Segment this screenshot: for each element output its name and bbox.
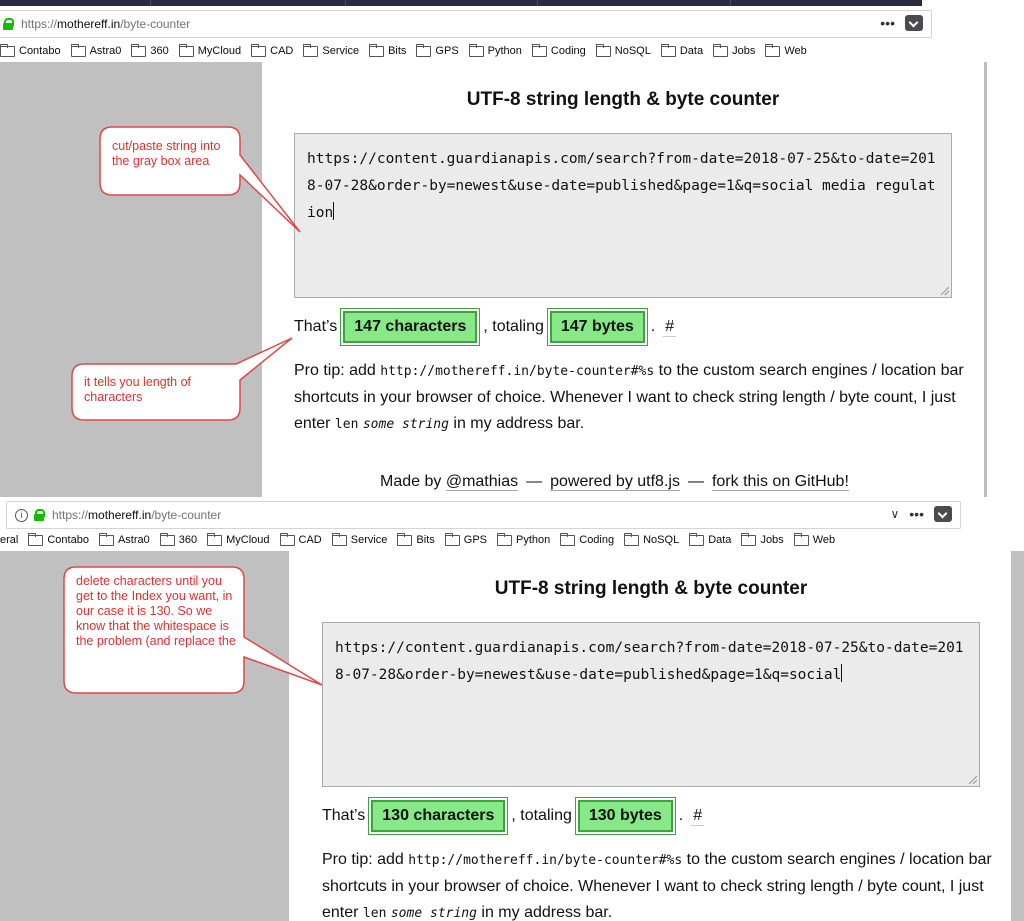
character-count-badge: 130 characters: [371, 800, 505, 832]
input-text: https://content.guardianapis.com/search?from-date=2018-07-25&to-date=2018-07-28&order-by=newest&use-date=published&page=1&q=social: [335, 640, 964, 683]
bookmark-label: Bits: [416, 534, 435, 546]
permalink-hash[interactable]: #: [665, 317, 675, 335]
chevron-down-icon[interactable]: ∨: [890, 507, 900, 521]
utf8js-link[interactable]: powered by utf8.js: [550, 473, 680, 490]
bookmark-label: Web: [812, 534, 836, 546]
protip-lead: Pro tip: add: [294, 362, 376, 379]
url-scheme: https://: [21, 17, 58, 31]
url-path: /byte-counter: [120, 17, 191, 31]
bookmark-label: Python: [487, 45, 522, 57]
bookmark-label: GPS: [435, 45, 459, 57]
byte-count-badge: 130 bytes: [578, 800, 673, 832]
github-fork-link[interactable]: fork this on GitHub!: [711, 473, 849, 490]
bookmark-label: Jobs: [732, 45, 756, 57]
count-suffix: .: [678, 807, 684, 824]
url-scheme: https://: [52, 508, 89, 522]
input-text: https://content.guardianapis.com/search?from-date=2018-07-25&to-date=2018-07-28&order-by=newest&use-date=published&page=1&q=social media regulation: [307, 151, 936, 221]
callout-text-3: delete characters until you get to the Index you want, in our case it is 130. So we know that the whitespace is the problem (and replace the: [76, 574, 236, 648]
bookmark-label: Jobs: [760, 534, 784, 546]
bookmark-label: Coding: [550, 45, 586, 57]
count-suffix: .: [650, 318, 656, 335]
protip-code: http://mothereff.in/byte-counter#%s: [380, 364, 655, 379]
count-middle: , totaling: [483, 318, 544, 335]
bookmark-label: Data: [679, 45, 704, 57]
bookmark-label: Contabo: [47, 534, 89, 546]
callout-text-2: it tells you length of characters: [84, 375, 192, 404]
protip-rest: to the custom search engines / location bar shortcuts in your browser of choice. Whenever I want to check string length / byte count, I just enter: [322, 851, 992, 921]
bookmark-label: Astra0: [89, 45, 122, 57]
protip-rest: to the custom search engines / location bar shortcuts in your browser of choice. Whenever I want to check string length / byte count, I just enter: [294, 362, 964, 432]
footer-dash: —: [526, 473, 543, 490]
bookmark-label: CAD: [298, 534, 322, 546]
bookmark-label: NoSQL: [643, 534, 680, 546]
protip-code-string: some string: [362, 417, 449, 432]
bookmark-label: NoSQL: [614, 45, 651, 57]
bookmark-label: 360: [178, 534, 198, 546]
info-icon[interactable]: i: [15, 509, 28, 522]
bookmark-label: Bits: [388, 45, 407, 57]
protip-code-len: len: [334, 417, 359, 432]
bookmark-label: Python: [516, 534, 551, 546]
bookmark-label: MyCloud: [197, 45, 242, 57]
author-link[interactable]: @mathias: [445, 473, 519, 490]
protip-tail: in my address bar.: [481, 904, 613, 921]
url-host: mothereff.in: [88, 508, 152, 522]
page-title: UTF-8 string length & byte counter: [494, 578, 808, 599]
protip-tail: in my address bar.: [453, 415, 585, 432]
count-prefix: That’s: [294, 318, 338, 335]
character-count-badge: 147 characters: [343, 311, 477, 343]
bookmark-label: MyCloud: [226, 534, 270, 546]
bookmark-label: Web: [784, 45, 807, 57]
page-actions-button[interactable]: •••: [880, 15, 895, 31]
protip-code-string: some string: [390, 906, 477, 921]
bookmark-label: 360: [150, 45, 169, 57]
count-prefix: That’s: [322, 807, 366, 824]
page-title: UTF-8 string length & byte counter: [466, 89, 780, 110]
footer-made-by: Made by: [380, 473, 442, 490]
screenshot-bottom: [0, 497, 1024, 921]
callout-text-1: cut/paste string into the gray box area: [112, 139, 221, 168]
bookmark-label: CAD: [270, 45, 294, 57]
bookmark-label: Contabo: [19, 45, 61, 57]
bookmark-label: Service: [322, 45, 360, 57]
bookmark-label: Service: [350, 534, 388, 546]
footer-dash: —: [687, 473, 704, 490]
page-actions-button[interactable]: •••: [909, 506, 924, 522]
protip-lead: Pro tip: add: [322, 851, 404, 868]
protip-code: http://mothereff.in/byte-counter#%s: [408, 853, 683, 868]
bookmark-label: Coding: [579, 534, 615, 546]
url-host: mothereff.in: [57, 17, 121, 31]
bookmark-cut-label[interactable]: eral: [0, 534, 19, 546]
bookmark-label: Astra0: [117, 534, 150, 546]
count-middle: , totaling: [511, 807, 572, 824]
url-path: /byte-counter: [151, 508, 222, 522]
permalink-hash[interactable]: #: [693, 806, 703, 824]
protip-code-len: len: [362, 906, 387, 921]
callout-bubble-3: [0, 497, 1024, 921]
bookmark-label: GPS: [463, 534, 487, 546]
bookmark-label: Data: [708, 534, 732, 546]
byte-count-badge: 147 bytes: [550, 311, 645, 343]
